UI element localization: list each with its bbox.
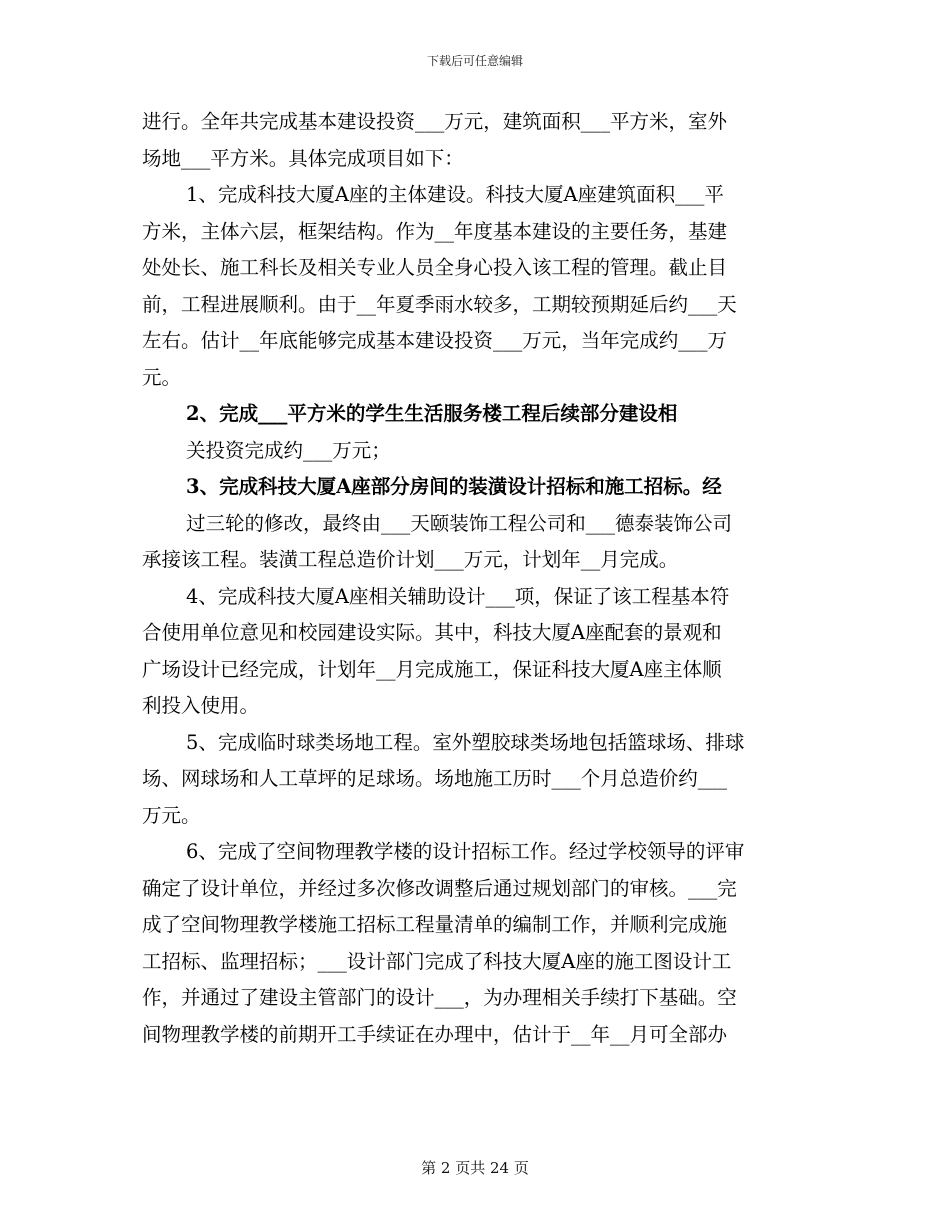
text-line: 作，并通过了建设主管部门的设计___，为办理相关手续打下基础。空 <box>142 986 737 1009</box>
text-line: 确定了设计单位，并经过多次修改调整后通过规划部门的审核。___完 <box>142 876 737 900</box>
text-line: 5、完成临时球类场地工程。室外塑胶球类场地包括篮球场、排球 <box>186 730 745 754</box>
text-line: 方米，主体六层，框架结构。作为__年度基本建设的主要任务，基建 <box>142 219 728 243</box>
text-line: 承接该工程。装潢工程总造价计划___万元，计划年__月完成。 <box>142 548 679 571</box>
document-body <box>142 104 810 1053</box>
text-line: 广场设计已经完成，计划年__月完成施工，保证科技大厦A座主体顺 <box>142 657 722 681</box>
page-footer: 第 2 页共 24 页 <box>421 1159 529 1177</box>
text-line: 处处长、施工科长及相关专业人员全身心投入该工程的管理。截止目 <box>142 256 728 279</box>
text-line: 2、完成___平方米的学生生活服务楼工程后续部分建设相 <box>186 402 678 425</box>
text-line: 合使用单位意见和校园建设实际。其中，科技大厦A座配套的景观和 <box>142 621 722 644</box>
text-line: 进行。全年共完成基本建设投资___万元，建筑面积___平方米，室外 <box>142 110 728 133</box>
text-line: 3、完成科技大厦A座部分房间的装潢设计招标和施工招标。经 <box>186 475 722 498</box>
text-line: 前，工程进展顺利。由于__年夏季雨水较多，工期较预期延后约___天 <box>142 292 737 316</box>
text-line: 工招标、监理招标；___设计部门完成了科技大厦A座的施工图设计工 <box>142 949 732 973</box>
text-line: 利投入使用。 <box>142 694 260 717</box>
text-line: 6、完成了空间物理教学楼的设计招标工作。经过学校领导的评审 <box>186 840 745 863</box>
text-line: 1、完成科技大厦A座的主体建设。科技大厦A座建筑面积___平 <box>186 183 724 206</box>
text-line: 万元。 <box>142 803 201 827</box>
text-line: 场地___平方米。具体完成项目如下： <box>142 146 464 170</box>
text-line: 左右。估计__年底能够完成基本建设投资___万元，当年完成约___万 <box>142 329 728 352</box>
text-line: 场、网球场和人工草坪的足球场。场地施工历时___个月总造价约___ <box>142 767 728 790</box>
text-line: 成了空间物理教学楼施工招标工程量清单的编制工作，并顺利完成施 <box>142 913 728 936</box>
text-line: 4、完成科技大厦A座相关辅助设计___项，保证了该工程基本符 <box>186 584 730 608</box>
text-line: 间物理教学楼的前期开工手续证在办理中，估计于__年__月可全部办 <box>142 1022 728 1046</box>
text-line: 关投资完成约___万元； <box>186 438 391 462</box>
text-line: 元。 <box>142 365 182 389</box>
page-header: 下载后可任意编辑 <box>426 54 523 68</box>
text-line: 过三轮的修改，最终由___天颐装饰工程公司和___德泰装饰公司 <box>186 511 733 535</box>
